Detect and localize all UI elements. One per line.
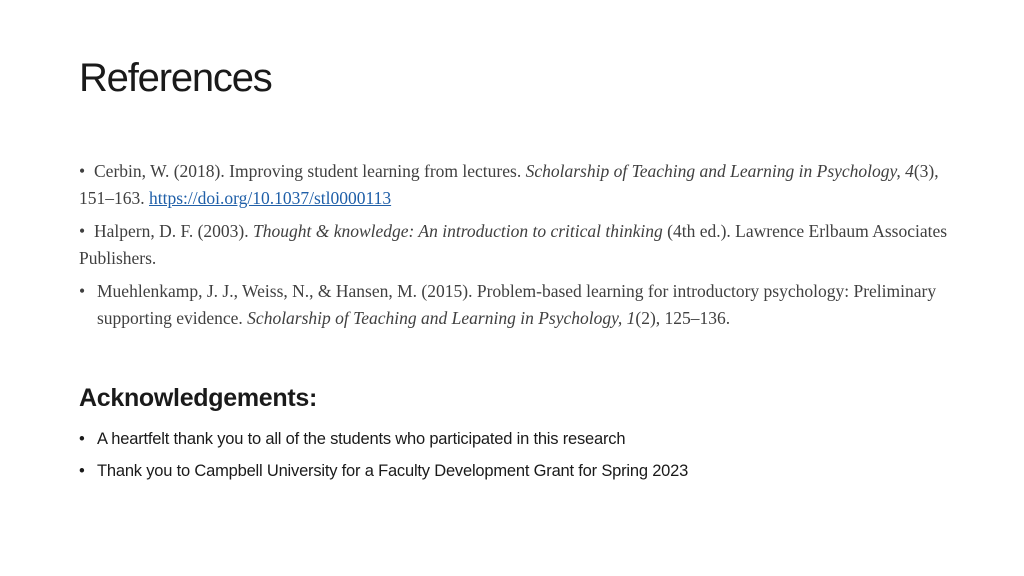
acknowledgement-text: Thank you to Campbell University for a Faculty Development Grant for Spring 2023: [97, 462, 689, 480]
list-item: [79, 425, 959, 453]
acknowledgement-text: A heartfelt thank you to all of the students who participated in this research: [97, 430, 626, 448]
reference-details: (3), 151–163.: [79, 161, 939, 208]
reference-item: [79, 278, 959, 332]
reference-item: [79, 218, 959, 272]
reference-text: Cerbin, W. (2018). Improving student learning from lectures.: [94, 161, 526, 181]
bullet: •: [79, 221, 86, 241]
reference-text: Halpern, D. F. (2003).: [94, 221, 253, 241]
doi-link[interactable]: https://doi.org/10.1037/stl0000113: [149, 188, 392, 208]
acknowledgements-list: [79, 425, 959, 489]
bullet: •: [79, 430, 85, 448]
list-item: [79, 457, 959, 485]
reference-details: (2), 125–136.: [635, 308, 731, 328]
reference-text: Muehlenkamp, J. J., Weiss, N., & Hansen, M. (2015). Problem-based learning for introductory psychology: Preliminary supporting evidence.: [97, 281, 937, 328]
acknowledgements-title: Acknowledgements:: [79, 384, 318, 412]
page-title: References: [79, 56, 272, 100]
reference-journal: Scholarship of Teaching and Learning in Psychology, 4: [525, 161, 914, 181]
bullet: •: [79, 161, 86, 181]
bullet: •: [79, 462, 85, 480]
reference-book-title: Thought & knowledge: An introduction to critical thinking: [253, 221, 663, 241]
reference-details: (4th ed.). Lawrence Erlbaum Associates Publishers.: [79, 221, 948, 268]
bullet: •: [79, 281, 86, 301]
reference-list: [79, 158, 959, 338]
reference-journal: Scholarship of Teaching and Learning in Psychology, 1: [247, 308, 636, 328]
reference-item: [79, 158, 959, 212]
